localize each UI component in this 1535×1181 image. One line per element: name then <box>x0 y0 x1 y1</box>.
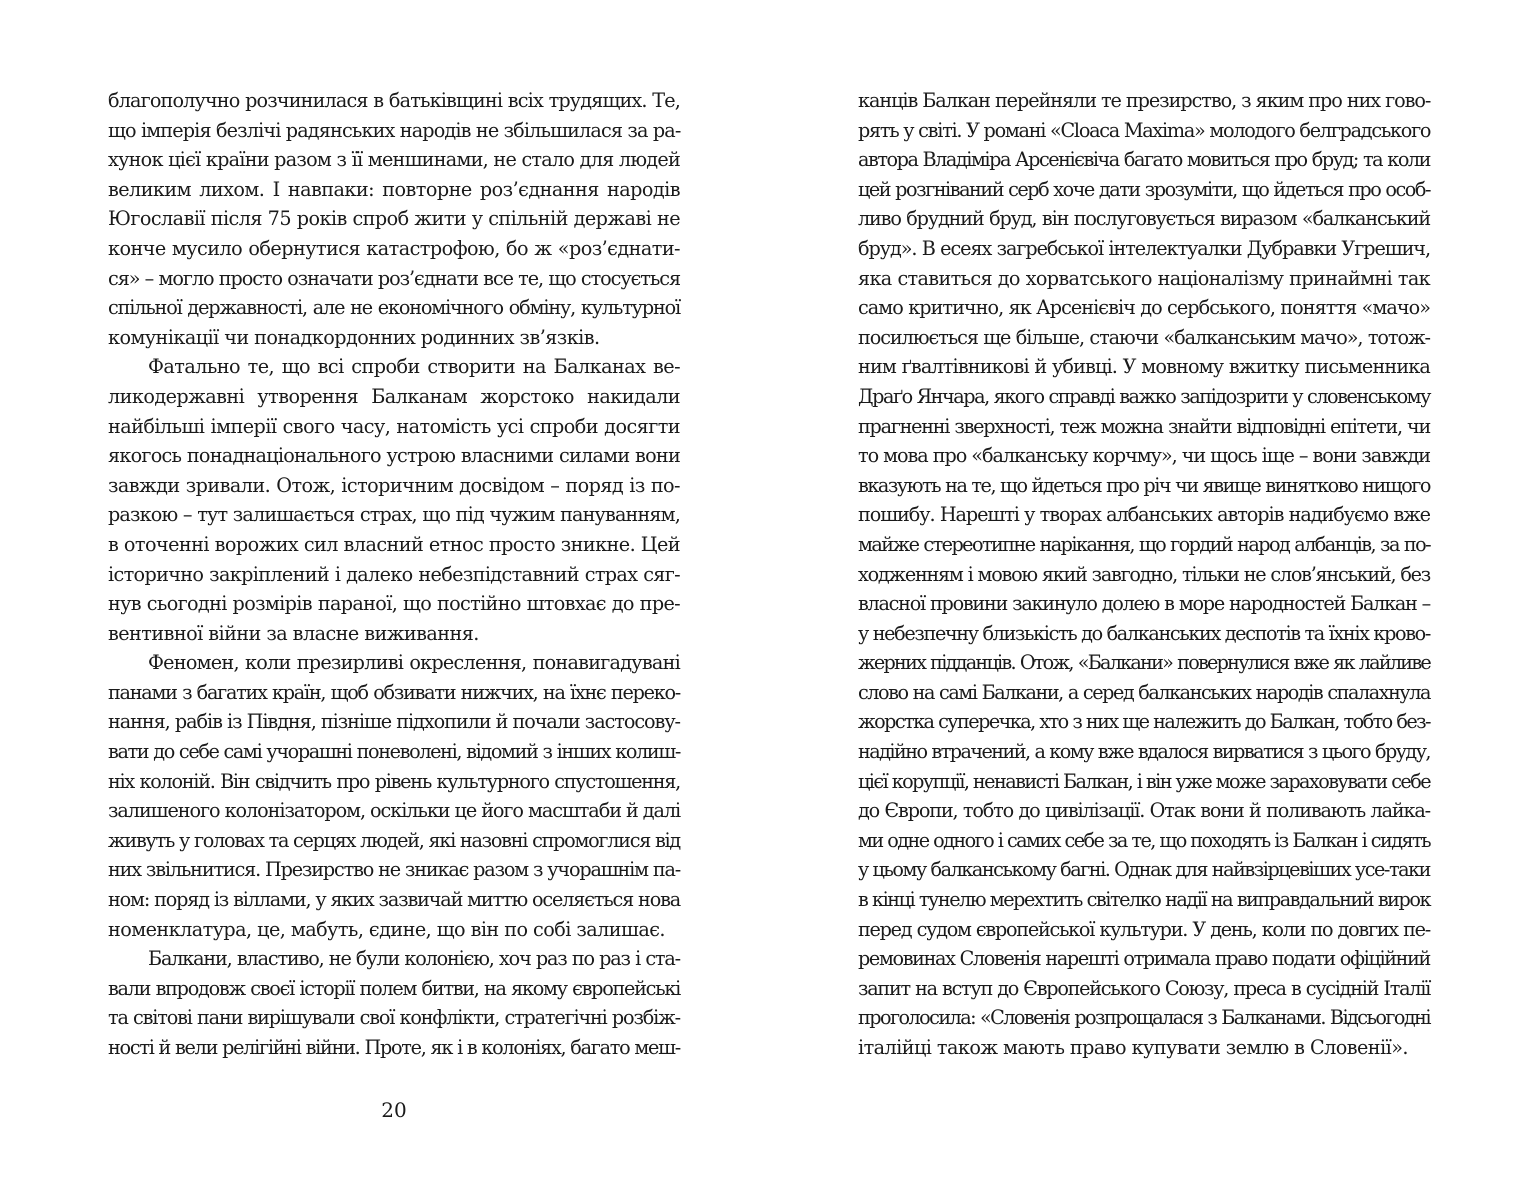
text-line: Драґо Янчара, якого справді важко запідозрити у словенському <box>858 384 1430 408</box>
text-line: Балкани, властиво, не були колонією, хоч раз по раз і ста- <box>148 947 680 971</box>
text-line: номенклатура, це, мабуть, єдине, що він по собі залишає. <box>108 917 665 941</box>
text-line: нув сьогодні розмірів параної, що постійно штовхає до пре- <box>108 592 680 616</box>
text-line: майже стереотипне нарікання, що гордий народ албанців, за по- <box>858 532 1430 556</box>
text-line: якогось понаднаціонального устрою власними силами вони <box>108 444 680 468</box>
text-line: благополучно розчинилася в батьківщині всіх трудящих. Те, <box>108 89 680 112</box>
text-line: історично закріплений і далеко небезпідставний страх сяг- <box>108 562 680 586</box>
text-line: в кінці тунелю мерехтить світелко надії на виправдальний вирок <box>858 888 1430 912</box>
text-line: ми одне одного і самих себе за те, що походять із Балкан і сидять <box>858 828 1430 852</box>
text-line: жерних підданців. Отож, «Балкани» повернулися вже як лайливе <box>858 651 1430 675</box>
text-line: вказують на те, що йдеться про річ чи явище винятково нищого <box>858 473 1430 497</box>
text-line: панами з багатих країн, щоб обзивати нижчих, на їхнє переко- <box>108 680 680 704</box>
text-line: прагненні зверхності, теж можна знайти відповідні епітети, чи <box>858 414 1430 438</box>
text-line: хунок цієї країни разом з її меншинами, не стало для людей <box>108 148 680 172</box>
left-page-text <box>108 86 680 1063</box>
text-line: ливо брудний бруд, він послуговується виразом «балканський <box>858 207 1430 231</box>
text-line: ходженням і мовою який завгодно, тільки не слов’янський, без <box>858 562 1430 586</box>
text-line: до Європи, тобто до цивілізації. Отак вони й поливають лайка- <box>858 799 1430 823</box>
text-line: та світові пани вирішували свої конфлікти, стратегічні розбіж- <box>108 1006 680 1030</box>
text-line: вали впродовж своєї історії полем битви, на якому європейські <box>108 976 680 1000</box>
text-line: Югославії після 75 років спроб жити у спільній державі не <box>108 207 680 231</box>
text-line: ном: поряд із віллами, у яких зазвичай миттю оселяється нова <box>108 888 681 912</box>
text-line: ним ґвалтівникові й убивці. У мовному вжитку письменника <box>858 355 1430 379</box>
text-line: слово на самі Балкани, а серед балканських народів спалахнула <box>858 680 1430 704</box>
text-line: перед судом європейської культури. У день, коли по довгих пе- <box>858 917 1430 941</box>
text-line: великим лихом. І навпаки: повторне роз’єднання народів <box>108 177 680 201</box>
text-line: бруд». В есеях загребської інтелектуалки Дубравки Угрешич, <box>858 236 1430 260</box>
text-line: Фатально те, що всі спроби створити на Балканах ве- <box>148 355 680 379</box>
text-line: рять у світі. У романі «Cloaca Maxima» молодого белградського <box>858 118 1431 142</box>
text-line: ності й вели релігійні війни. Проте, як і в колоніях, багато меш- <box>108 1036 680 1059</box>
text-line: вати до себе самі учорашні поневолені, відомий з інших колиш- <box>108 740 680 764</box>
text-line: разкою – тут залишається страх, що під чужим пануванням, <box>108 503 680 527</box>
text-line: цей розгніваний серб хоче дати зрозуміти, що йдеться про особ- <box>858 177 1430 201</box>
text-line: само критично, як Арсенієвіч до сербського, поняття «мачо» <box>858 296 1430 320</box>
text-line: власної провини закинуло долею в море народностей Балкан – <box>858 592 1430 616</box>
right-page-text <box>858 86 1430 1063</box>
text-line: в оточенні ворожих сил власний етнос просто зникне. Цей <box>108 532 680 556</box>
text-line: то мова про «балканську корчму», чи щось іще – вони завжди <box>858 444 1430 468</box>
text-line: ніх колоній. Він свідчить про рівень культурного спустошення, <box>108 769 680 793</box>
text-line: жорстка суперечка, хто з них ще належить до Балкан, тобто без- <box>858 710 1430 734</box>
text-line: надійно втрачений, а кому вже вдалося вирватися з цього бруду, <box>858 740 1430 764</box>
text-line: що імперія безлічі радянських народів не збільшилася за ра- <box>108 118 681 142</box>
text-line: цієї корупції, ненависті Балкан, і він уже може зараховувати себе <box>858 769 1431 793</box>
text-line: ремовинах Словенія нарешті отримала право подати офіційний <box>858 947 1430 971</box>
text-line: спільної державності, але не економічного обміну, культурної <box>108 296 680 320</box>
text-line: автора Владіміра Арсенієвіча багато мовиться про бруд; та коли <box>858 148 1430 172</box>
text-line: пошибу. Нарешті у творах албанських авторів надибуємо вже <box>858 503 1430 527</box>
text-line: у цьому балканському багні. Однак для найвзірцевіших усе-таки <box>858 858 1430 882</box>
page-number: 20 <box>381 1098 407 1122</box>
text-line: найбільші імперії свого часу, натомість усі спроби досягти <box>108 414 680 438</box>
text-line: проголосила: «Словенія розпрощалася з Балканами. Відсьогодні <box>858 1006 1430 1030</box>
text-line: італійці також мають право купувати землю в Словенії». <box>858 1036 1408 1059</box>
text-line: конче мусило обернутися катастрофою, бо ж «роз’єднати- <box>108 236 680 260</box>
text-line: ся» – могло просто означати роз’єднати все те, що стосується <box>108 266 680 290</box>
text-line: ликодержавні утворення Балканам жорстоко накидали <box>108 384 680 408</box>
text-line: живуть у головах та серцях людей, які назовні спромоглися від <box>108 828 680 852</box>
text-line: них звільнитися. Презирство не зникає разом з учорашнім па- <box>108 858 681 882</box>
left-page <box>0 0 767 1181</box>
text-line: завжди зривали. Отож, історичним досвідом – поряд із по- <box>108 473 680 497</box>
text-line: яка ставиться до хорватського націоналізму принаймні так <box>858 266 1430 290</box>
text-line: запит на вступ до Європейського Союзу, преса в сусідній Італії <box>858 976 1430 1000</box>
text-line: нання, рабів із Півдня, пізніше підхопили й почали застосову- <box>108 710 680 734</box>
right-page <box>768 0 1535 1181</box>
text-line: у небезпечну близькість до балканських деспотів та їхніх крово- <box>858 621 1430 645</box>
text-line: посилюється ще більше, стаючи «балканським мачо», тотож- <box>858 325 1430 349</box>
text-line: вентивної війни за власне виживання. <box>108 621 479 645</box>
text-line: комунікації чи понадкордонних родинних зв’язків. <box>108 325 600 349</box>
text-line: залишеного колонізатором, оскільки це його масштаби й далі <box>108 799 681 823</box>
text-line: канців Балкан перейняли те презирство, з яким про них гово- <box>858 89 1431 112</box>
text-line: Феномен, коли презирливі окреслення, понавигадувані <box>148 651 680 675</box>
